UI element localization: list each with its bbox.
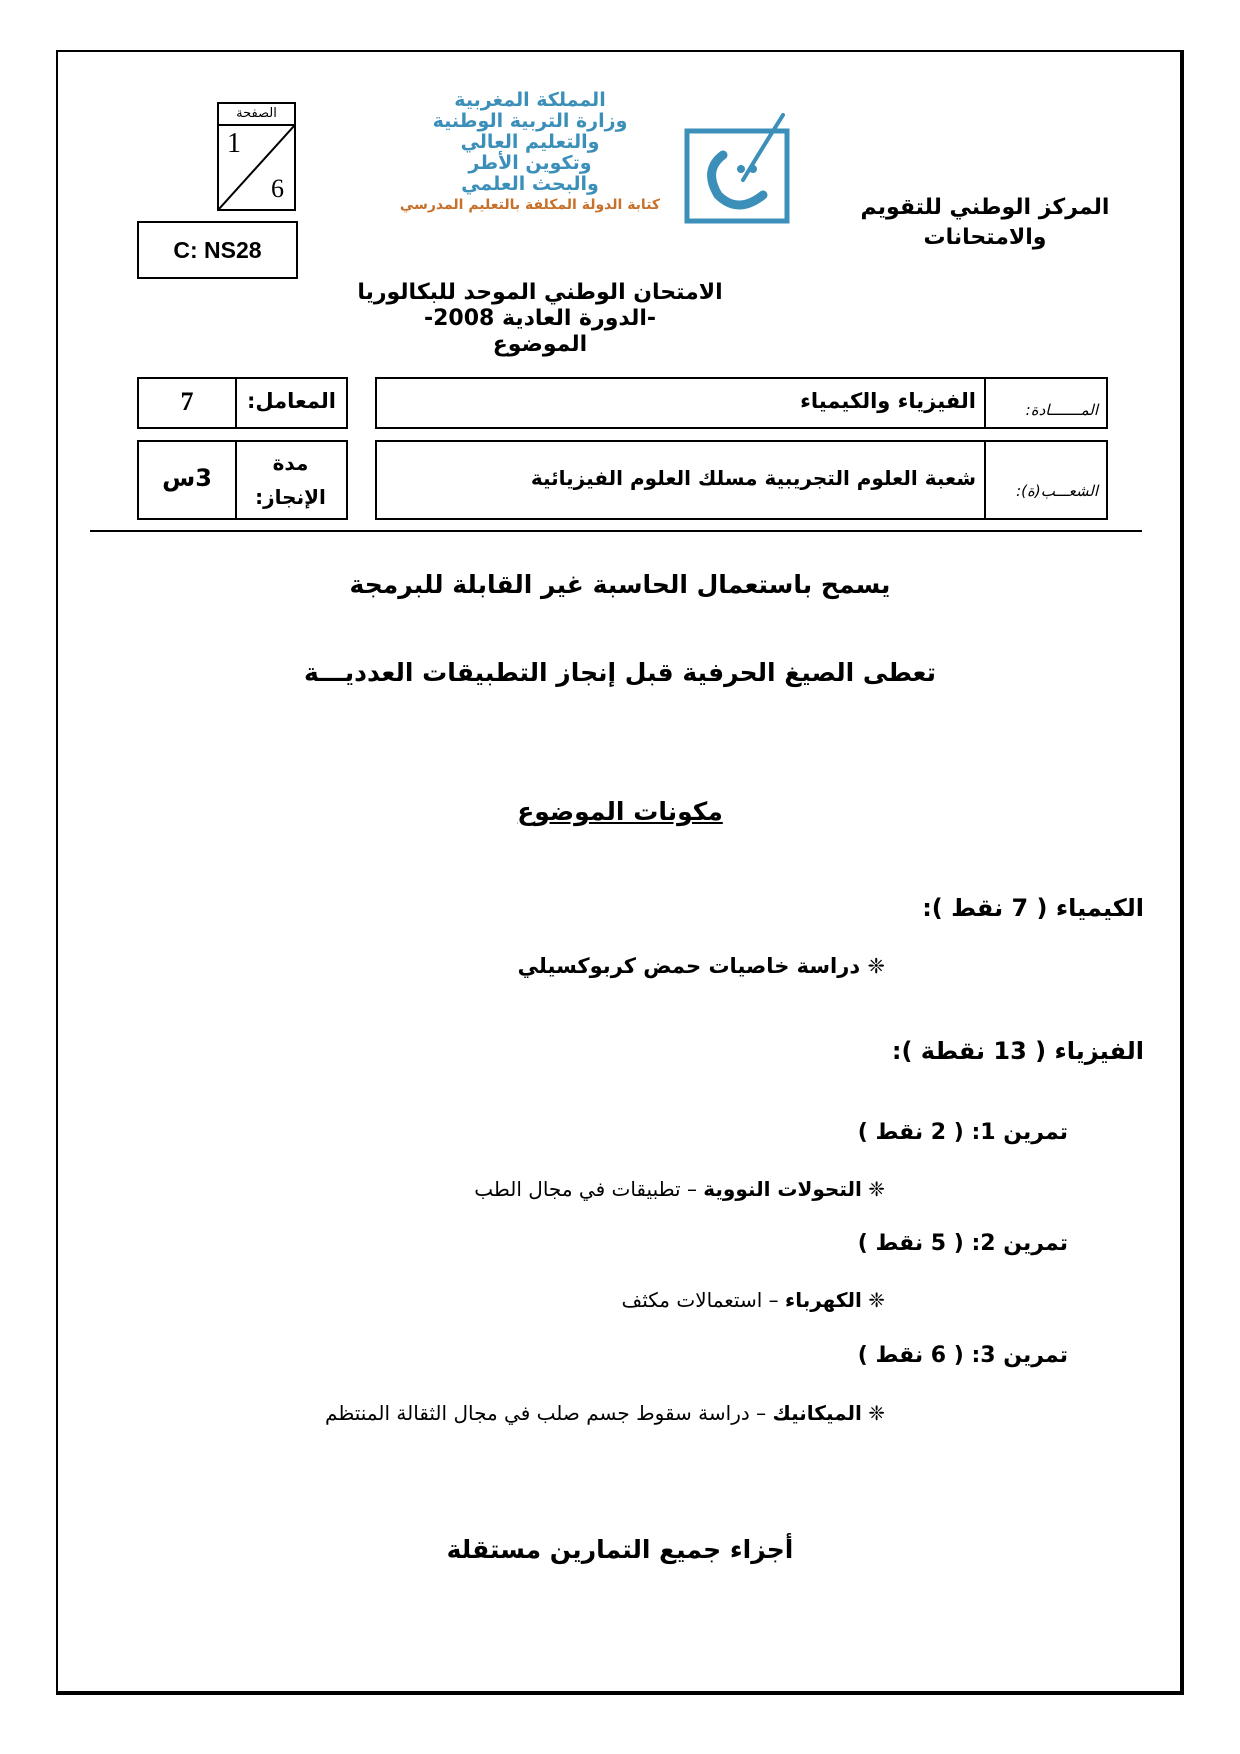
subject-word: الموضوع [492, 332, 588, 357]
exercise-1-topic: التحولات النووية [703, 1177, 862, 1201]
exercise-2-title: تمرين 2: ( 5 نقط ) [857, 1231, 1068, 1256]
branch-label: الشعـــب(ة): [1016, 482, 1098, 500]
exercise-3-topic: الميكانيك [772, 1401, 862, 1425]
coefficient-label: المعامل: [246, 389, 336, 413]
exercise-3-detail: دراسة سقوط جسم صلب في مجال الثقالة المنتظم [325, 1401, 750, 1425]
exercise-3-item: ❈ الميكانيك – دراسة سقوط جسم صلب في مجال الثقالة المنتظم [325, 1401, 885, 1425]
exercise-2-detail: استعمالات مكثف [621, 1288, 763, 1312]
footer-note: أجزاء جميع التمارين مستقلة [446, 1535, 794, 1564]
chemistry-item: ❈ دراسة خاصيات حمض كربوكسيلي [517, 954, 885, 978]
exercise-3-title: تمرين 3: ( 6 نقط ) [857, 1343, 1068, 1368]
center-name: المركز الوطني للتقويم والامتحانات [860, 195, 1110, 250]
session: -الدورة العادية 2008- [423, 306, 657, 331]
logo-line: وتكوين الأطر [468, 152, 592, 174]
duration-box [137, 440, 348, 520]
exercise-1-detail: تطبيقات في مجال الطب [474, 1177, 681, 1201]
logo-line: وزارة التربية الوطنية [432, 110, 628, 132]
bullet-icon: ❈ [868, 1288, 885, 1312]
subject-box [375, 377, 1108, 429]
bullet-icon: ❈ [868, 1177, 885, 1201]
header-divider [90, 530, 1142, 532]
subject-label: المـــــــادة: [1025, 401, 1098, 419]
duration-value: 3س [162, 464, 212, 492]
formulas-note: تعطى الصيغ الحرفية قبل إنجاز التطبيقات العدديـــة [303, 658, 937, 687]
content-heading: مكونات الموضوع [517, 797, 723, 826]
coefficient-value: 7 [180, 387, 194, 416]
exam-title-block [320, 280, 760, 358]
exercise-2-topic: الكهرباء [784, 1288, 862, 1312]
page-total: 6 [271, 174, 284, 203]
page-current: 1 [227, 128, 241, 159]
page-number-box [217, 102, 296, 211]
exercise-1-title: تمرين 1: ( 2 نقط ) [857, 1120, 1068, 1145]
branch-box [375, 440, 1108, 520]
coefficient-box [137, 377, 348, 429]
logo-line: المملكة المغربية [454, 89, 606, 111]
logo-line: والبحث العلمي [461, 173, 599, 195]
logo-subline: كتابة الدولة المكلفة بالتعليم المدرسي [399, 197, 661, 213]
chemistry-title: الكيمياء ( 7 نقط ): [922, 894, 1144, 922]
bullet-icon: ❈ [868, 1401, 885, 1425]
ministry-emblem-icon [683, 95, 803, 245]
physics-title: الفيزياء ( 13 نقطة ): [891, 1037, 1144, 1065]
exercise-2-item: ❈ الكهرباء – استعمالات مكثف [621, 1288, 885, 1312]
calculator-note: يسمح باستعمال الحاسبة غير القابلة للبرمجة [349, 570, 891, 599]
subject-value: الفيزياء والكيمياء [800, 389, 976, 413]
page-label: الصفحة [219, 104, 294, 126]
branch-value: شعبة العلوم التجريبية مسلك العلوم الفيزيائية [530, 466, 976, 490]
logo-line: والتعليم العالي [460, 131, 600, 153]
code-box: C: NS28 [137, 221, 298, 279]
ministry-logo-text [360, 90, 700, 216]
exam-title: الامتحان الوطني الموحد للبكالوريا [357, 280, 723, 305]
duration-label: مدة الإنجاز: [255, 451, 326, 509]
exercise-1-item: ❈ التحولات النووية – تطبيقات في مجال الطب [474, 1177, 885, 1201]
